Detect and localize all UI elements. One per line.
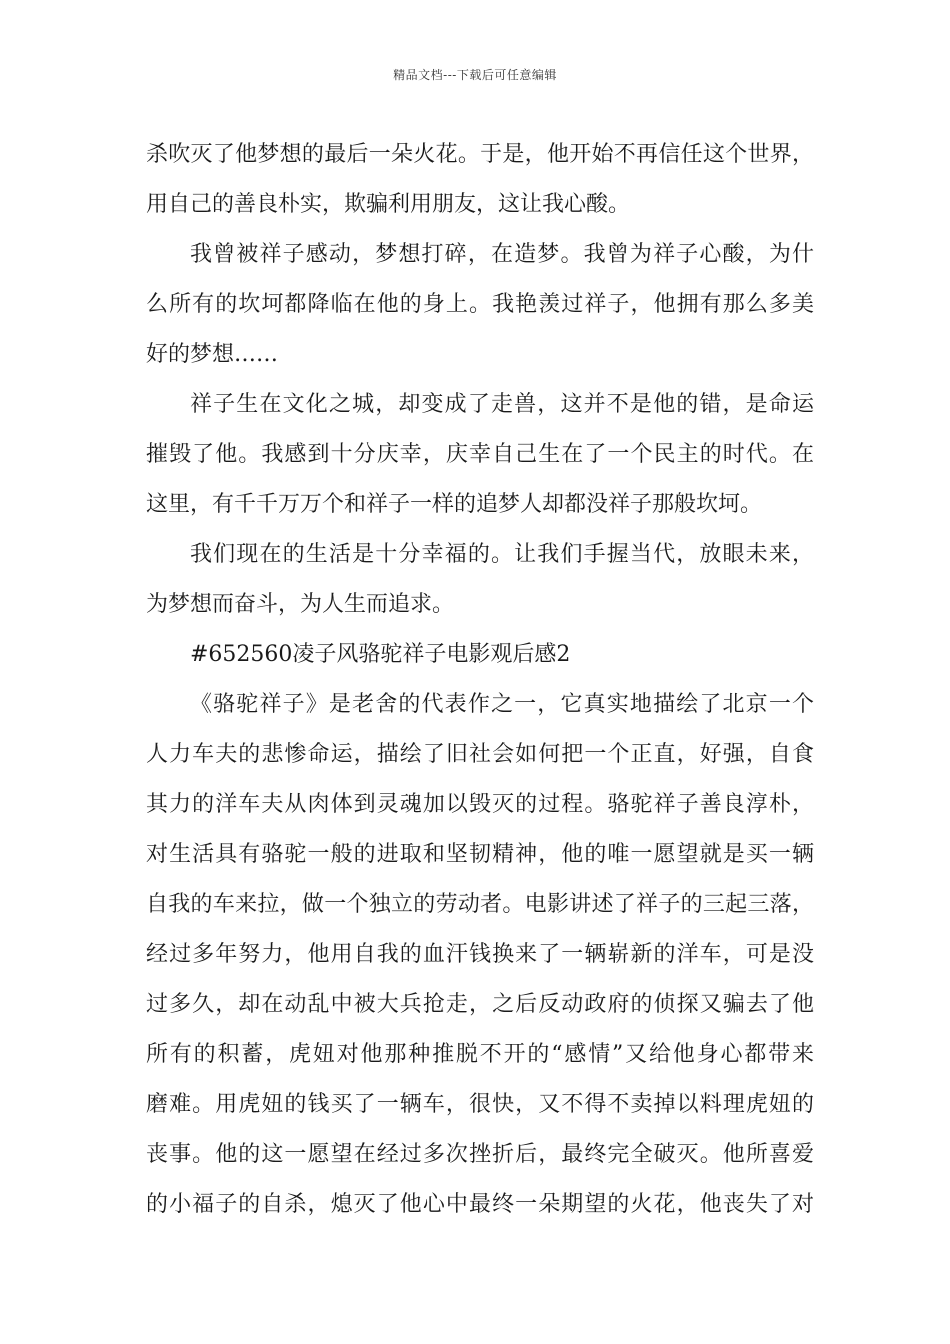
section-heading: #652560凌子风骆驼祥子电影观后感2: [190, 642, 571, 667]
text-line: 用自己的善良朴实，欺骗利用朋友，这让我心酸。: [146, 192, 631, 217]
text-line: 经过多年努力，他用自我的血汗钱换来了一辆崭新的洋车，可是没: [146, 942, 814, 967]
text-line: 磨难。用虎妞的钱买了一辆车，很快，又不得不卖掉以料理虎妞的: [146, 1092, 814, 1117]
text-line: 摧毁了他。我感到十分庆幸，庆幸自己生在了一个民主的时代。在: [146, 442, 814, 467]
text-line: 为梦想而奋斗，为人生而追求。: [146, 592, 455, 617]
text-line: 对生活具有骆驼一般的进取和坚韧精神，他的唯一愿望就是买一辆: [146, 842, 814, 867]
text-line: 《骆驼祥子》是老舍的代表作之一，它真实地描绘了北京一个: [190, 692, 814, 717]
text-line: 杀吹灭了他梦想的最后一朵火花。于是，他开始不再信任这个世界，: [146, 142, 814, 167]
text-line: 这里，有千千万万个和祥子一样的追梦人却都没祥子那般坎坷。: [146, 492, 763, 517]
text-line: 好的梦想……: [146, 342, 279, 367]
text-line: 过多久，却在动乱中被大兵抢走，之后反动政府的侦探又骗去了他: [146, 992, 814, 1017]
document-body: [146, 130, 814, 1230]
text-line: 人力车夫的悲惨命运，描绘了旧社会如何把一个正直，好强，自食: [146, 742, 814, 767]
text-line: 其力的洋车夫从肉体到灵魂加以毁灭的过程。骆驼祥子善良淳朴，: [146, 792, 814, 817]
text-line: 所有的积蓄，虎妞对他那种推脱不开的“感情”又给他身心都带来: [146, 1042, 814, 1067]
text-line: 么所有的坎坷都降临在他的身上。我艳羡过祥子，他拥有那么多美: [146, 292, 814, 317]
text-line: 我们现在的生活是十分幸福的。让我们手握当代，放眼未来，: [190, 542, 814, 567]
text-line: 祥子生在文化之城，却变成了走兽，这并不是他的错，是命运: [190, 392, 814, 417]
text-line: 自我的车来拉，做一个独立的劳动者。电影讲述了祥子的三起三落，: [146, 892, 814, 917]
text-line: 的小福子的自杀，熄灭了他心中最终一朵期望的火花，他丧失了对: [146, 1192, 814, 1217]
page-header: 精品文档---下载后可任意编辑: [393, 68, 557, 82]
text-line: 丧事。他的这一愿望在经过多次挫折后，最终完全破灭。他所喜爱: [146, 1142, 814, 1167]
text-line: 我曾被祥子感动，梦想打碎，在造梦。我曾为祥子心酸，为什: [190, 242, 814, 267]
